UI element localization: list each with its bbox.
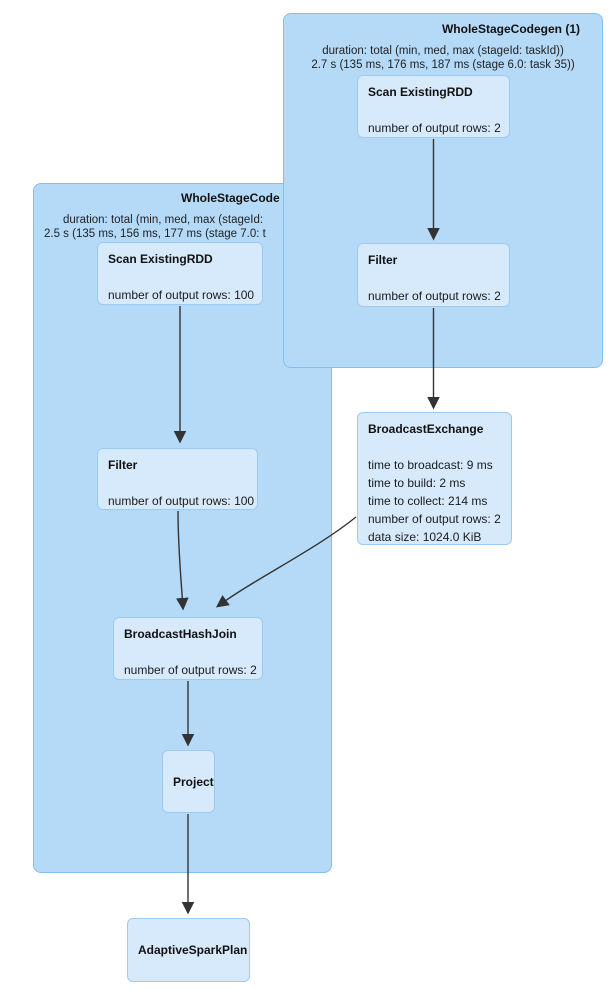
node-title: Scan ExistingRDD bbox=[368, 85, 473, 99]
node-metric: number of output rows: 100 bbox=[108, 288, 255, 302]
node-title: Filter bbox=[368, 253, 398, 267]
node-metric: number of output rows: 100 bbox=[108, 494, 255, 508]
wholestagecodegen-1-cluster bbox=[283, 13, 603, 368]
node-filter-1[interactable] bbox=[357, 243, 510, 307]
node-metric: time to broadcast: 9 ms bbox=[368, 458, 493, 472]
node-title: Scan ExistingRDD bbox=[108, 252, 213, 266]
node-scan-existingrdd-1[interactable] bbox=[357, 75, 510, 138]
cluster-duration-line2: 2.7 s (135 ms, 176 ms, 187 ms (stage 6.0: task 35)) bbox=[311, 59, 575, 71]
node-broadcast-hash-join[interactable] bbox=[113, 617, 263, 680]
node-project[interactable] bbox=[162, 750, 215, 813]
node-metric: data size: 1024.0 KiB bbox=[368, 530, 482, 544]
node-title: AdaptiveSparkPlan bbox=[138, 943, 248, 957]
node-metric: number of output rows: 2 bbox=[368, 512, 501, 526]
cluster-duration-line1: duration: total (min, med, max (stageId: bbox=[63, 214, 264, 226]
node-adaptive-spark-plan[interactable] bbox=[127, 918, 250, 982]
node-metric: number of output rows: 2 bbox=[124, 663, 257, 677]
node-scan-existingrdd-2[interactable] bbox=[97, 242, 263, 305]
node-metric: time to build: 2 ms bbox=[368, 476, 466, 490]
cluster-duration-line1: duration: total (min, med, max (stageId: taskId)) bbox=[322, 45, 564, 57]
node-filter-2[interactable] bbox=[97, 448, 258, 510]
node-title: Project bbox=[173, 774, 214, 789]
node-metric: number of output rows: 2 bbox=[368, 121, 501, 135]
node-broadcast-exchange[interactable] bbox=[357, 412, 512, 545]
node-metric: number of output rows: 2 bbox=[368, 289, 501, 303]
node-title: BroadcastExchange bbox=[368, 422, 484, 436]
cluster-duration-line2: 2.5 s (135 ms, 156 ms, 177 ms (stage 7.0: t bbox=[44, 228, 266, 240]
node-metric: time to collect: 214 ms bbox=[368, 494, 488, 508]
node-title: Filter bbox=[108, 458, 138, 472]
cluster-title: WholeStageCodegen (1) bbox=[441, 22, 580, 36]
cluster-title: WholeStageCode bbox=[181, 191, 280, 205]
node-title: BroadcastHashJoin bbox=[124, 627, 237, 641]
